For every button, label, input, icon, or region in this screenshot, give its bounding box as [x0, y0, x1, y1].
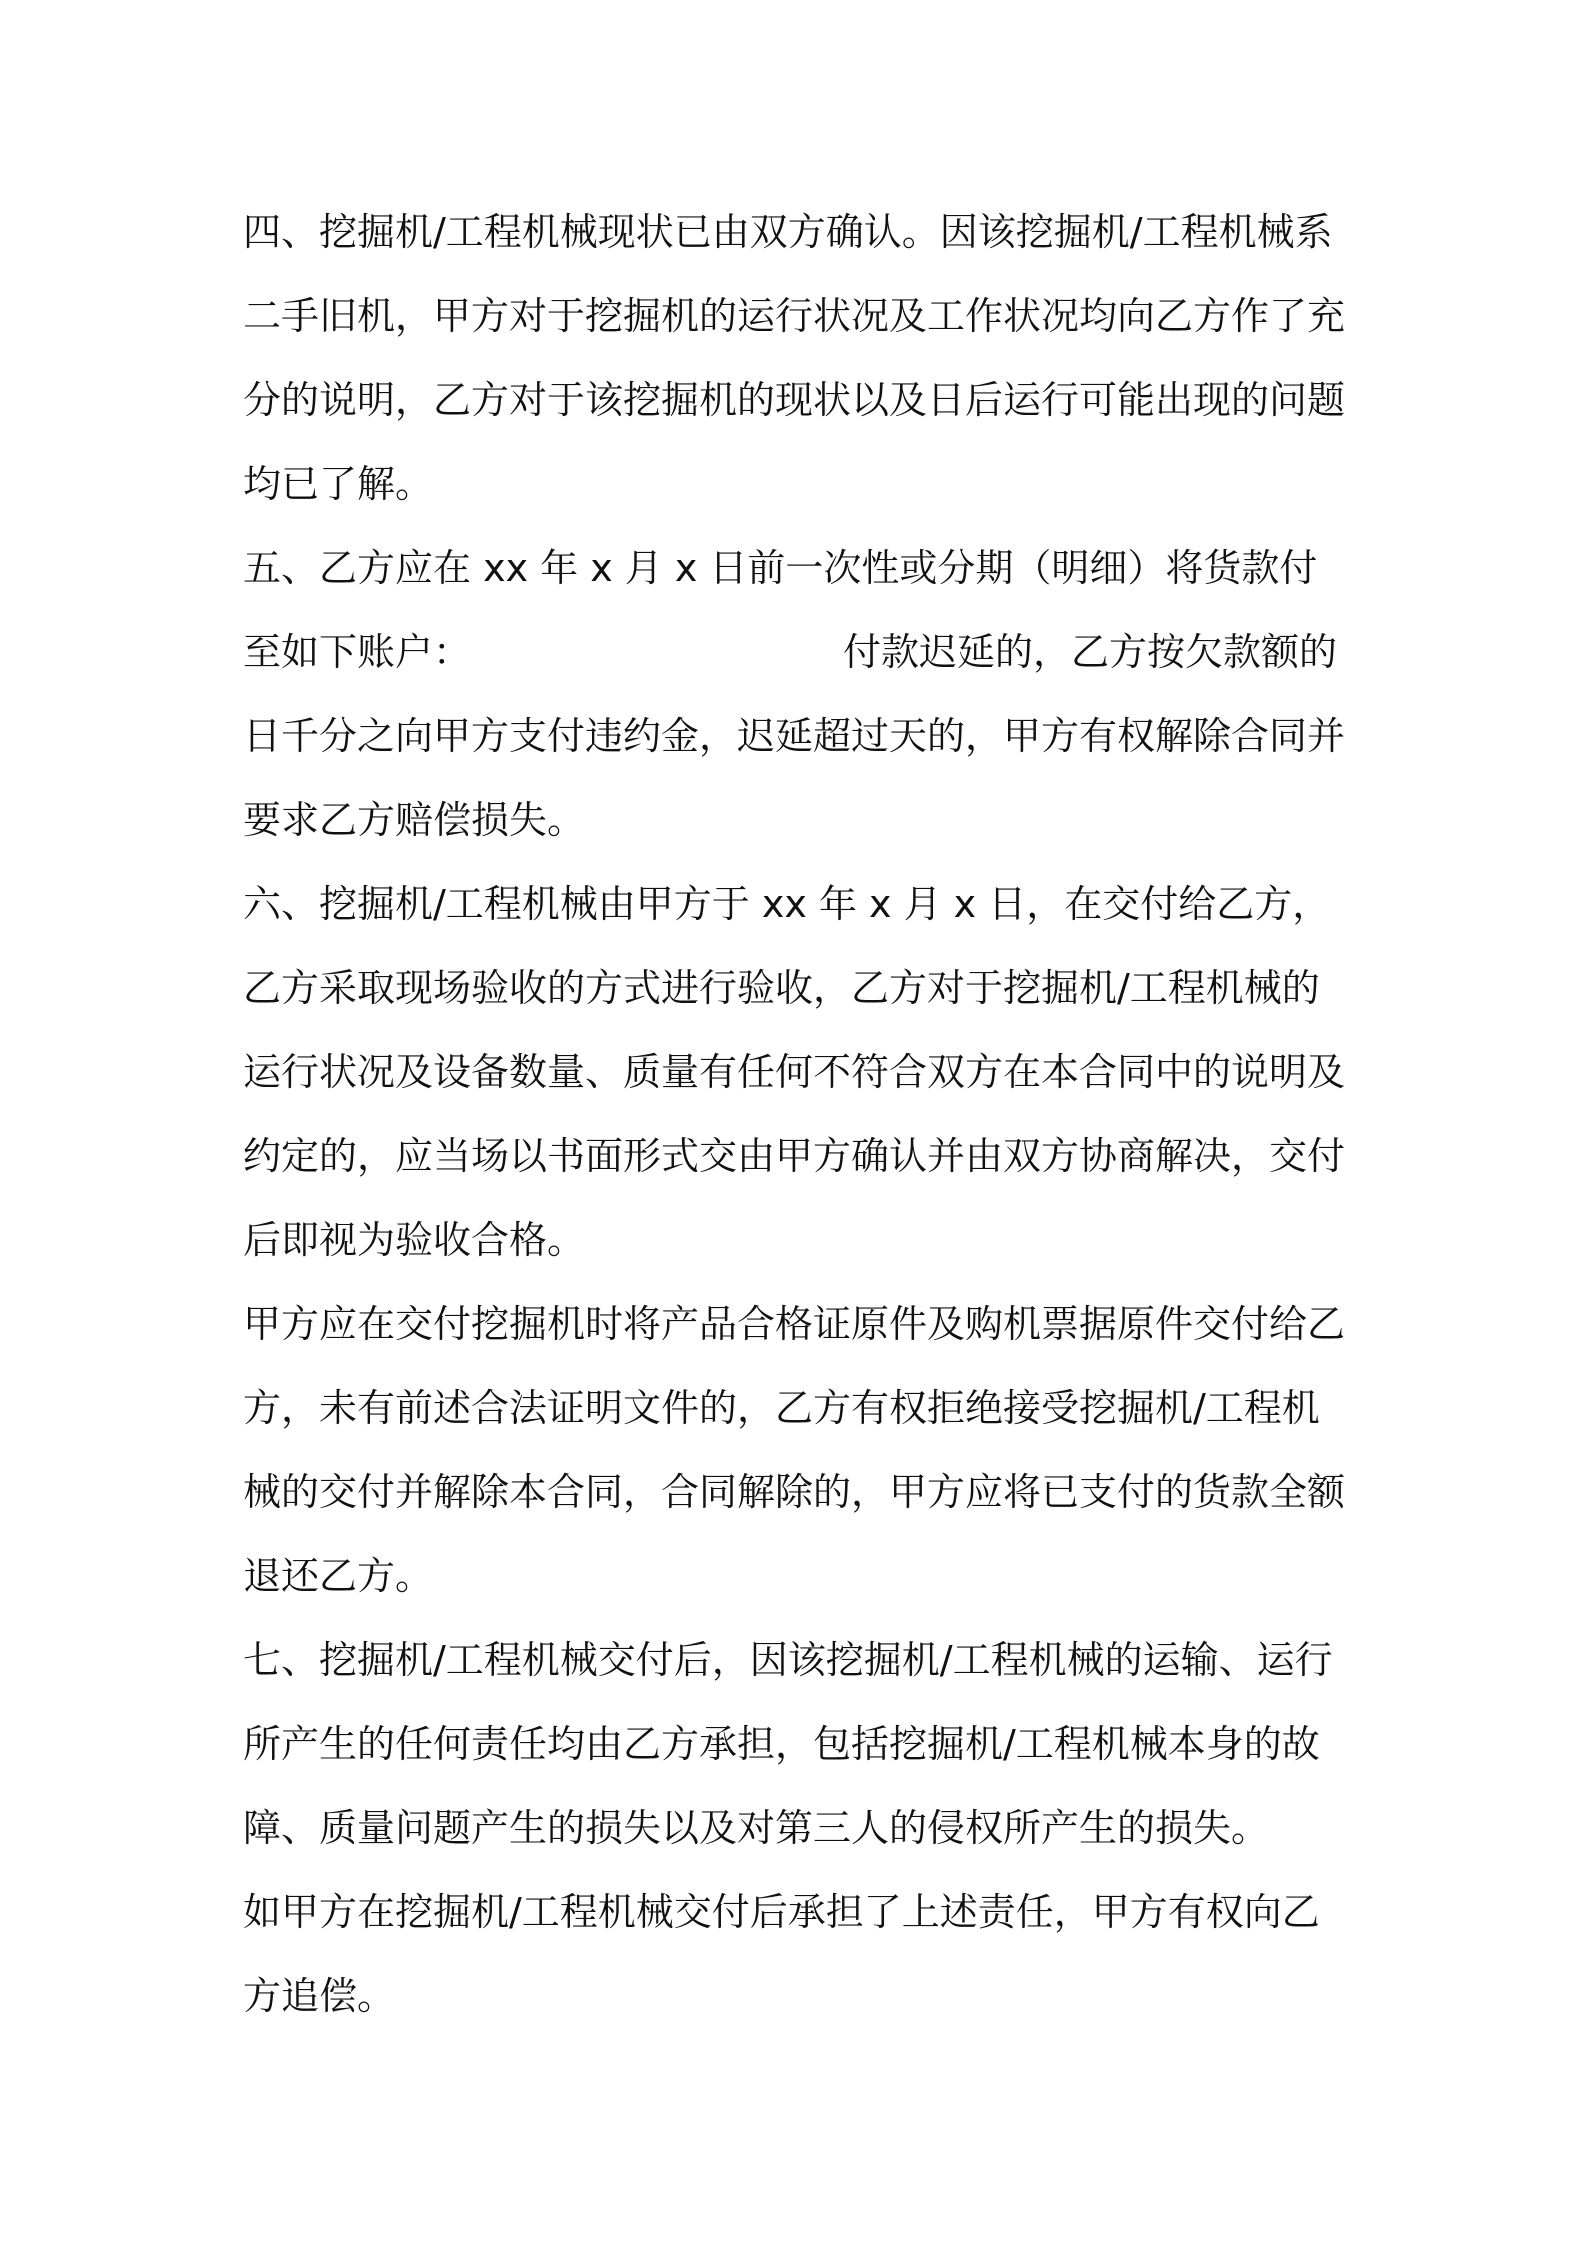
- clause-7-supplement-paragraph: 如甲方在挖掘机/工程机械交付后承担了上述责任，甲方有权向乙方追偿。: [243, 1890, 1320, 2018]
- contract-body: [243, 190, 1353, 2038]
- clause-4-paragraph: 四、挖掘机/工程机械现状已由双方确认。因该挖掘机/工程机械系二手旧机，甲方对于挖掘机的运行状况及工作状况均向乙方作了充分的说明，乙方对于该挖掘机的现状以及日后运行可能出现的问题均已了解。: [243, 210, 1346, 506]
- clause-5-paragraph: [243, 526, 1353, 862]
- clause-7-paragraph: 七、挖掘机/工程机械交付后，因该挖掘机/工程机械的运输、运行所产生的任何责任均由乙方承担，包括挖掘机/工程机械本身的故障、质量问题产生的损失以及对第三人的侵权所产生的损失。: [243, 1638, 1333, 1850]
- clause-6-supplement-paragraph: 甲方应在交付挖掘机时将产品合格证原件及购机票据原件交付给乙方，未有前述合法证明文件的，乙方有权拒绝接受挖掘机/工程机械的交付并解除本合同，合同解除的，甲方应将已支付的货款全额退还乙方。: [243, 1302, 1346, 1598]
- clause-5-text-after-blank: 付款迟延的，乙方按欠款额的日千分之向甲方支付违约金，迟延超过天的，甲方有权解除合同并要求乙方赔偿损失。: [243, 630, 1346, 842]
- clause-6-paragraph: 六、挖掘机/工程机械由甲方于 xx 年 x 月 x 日，在交付给乙方，乙方采取现场验收的方式进行验收，乙方对于挖掘机/工程机械的运行状况及设备数量、质量有任何不符合双方在本合同中的说明及约定的，应当场以书面形式交由甲方确认并由双方协商解决，交付后即视为验收合格。: [243, 882, 1346, 1262]
- clause-5-text-before-blank: 五、乙方应在 xx 年 x 月 x 日前一次性或分期（明细）将货款付至如下账户：: [243, 546, 1318, 674]
